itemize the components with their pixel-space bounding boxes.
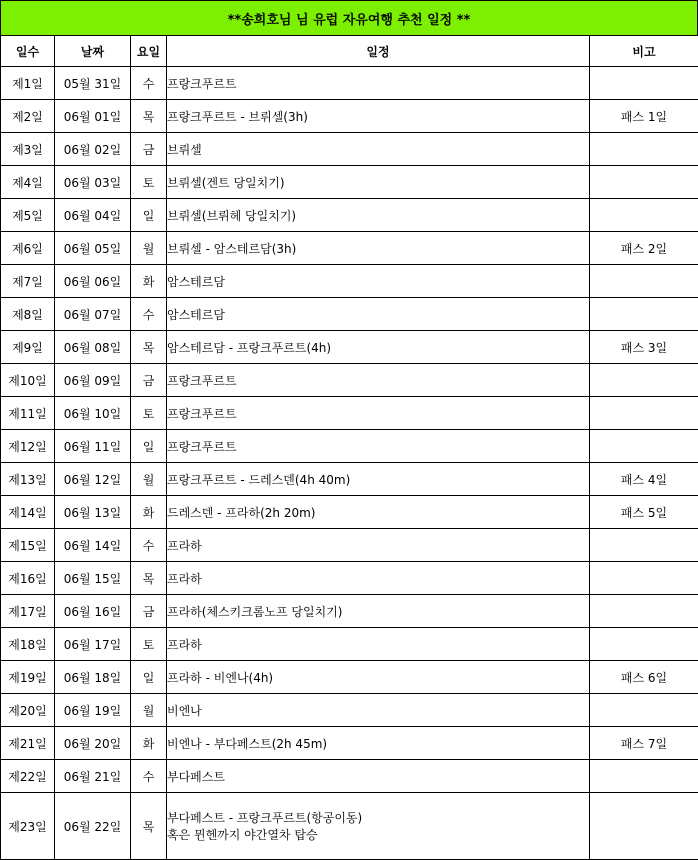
note-cell (590, 364, 698, 397)
weekday-cell: 화 (131, 727, 167, 760)
date-cell: 06월 20일 (55, 727, 131, 760)
weekday-cell: 화 (131, 496, 167, 529)
date-cell: 06월 15일 (55, 562, 131, 595)
table-row (1, 298, 698, 331)
date-cell: 06월 21일 (55, 760, 131, 793)
weekday-cell: 월 (131, 232, 167, 265)
route-cell: 부다페스트 (167, 760, 590, 793)
note-cell: 패스 6일 (590, 661, 698, 694)
route-cell: 프랑크푸르트 (167, 364, 590, 397)
schedule-title: **송희호님 님 유럽 자유여행 추천 일정 ** (0, 0, 698, 36)
day-cell: 제18일 (1, 628, 55, 661)
weekday-cell: 월 (131, 694, 167, 727)
route-cell: 프라하 (167, 628, 590, 661)
date-cell: 06월 19일 (55, 694, 131, 727)
note-cell (590, 529, 698, 562)
note-cell (590, 199, 698, 232)
date-cell: 06월 03일 (55, 166, 131, 199)
route-cell: 브뤼셀 (167, 133, 590, 166)
header-date: 날짜 (55, 36, 131, 67)
route-cell: 브뤼셀 - 암스테르담(3h) (167, 232, 590, 265)
note-cell (590, 430, 698, 463)
weekday-cell: 금 (131, 364, 167, 397)
date-cell: 06월 09일 (55, 364, 131, 397)
note-cell (590, 166, 698, 199)
route-cell (167, 793, 590, 860)
date-cell: 06월 05일 (55, 232, 131, 265)
day-cell: 제23일 (1, 793, 55, 860)
date-cell: 06월 08일 (55, 331, 131, 364)
table-row (1, 793, 698, 860)
weekday-cell: 화 (131, 265, 167, 298)
table-row (1, 265, 698, 298)
route-cell: 암스테르담 (167, 298, 590, 331)
day-cell: 제15일 (1, 529, 55, 562)
note-cell: 패스 2일 (590, 232, 698, 265)
day-cell: 제19일 (1, 661, 55, 694)
day-cell: 제4일 (1, 166, 55, 199)
note-cell (590, 793, 698, 860)
weekday-cell: 토 (131, 166, 167, 199)
note-cell (590, 595, 698, 628)
note-cell: 패스 3일 (590, 331, 698, 364)
day-cell: 제12일 (1, 430, 55, 463)
note-cell (590, 694, 698, 727)
schedule-table (0, 35, 698, 860)
day-cell: 제6일 (1, 232, 55, 265)
weekday-cell: 수 (131, 529, 167, 562)
day-cell: 제17일 (1, 595, 55, 628)
table-row (1, 727, 698, 760)
day-cell: 제3일 (1, 133, 55, 166)
route-cell: 프랑크푸르트 - 드레스덴(4h 40m) (167, 463, 590, 496)
day-cell: 제9일 (1, 331, 55, 364)
weekday-cell: 월 (131, 463, 167, 496)
date-cell: 06월 07일 (55, 298, 131, 331)
table-row (1, 430, 698, 463)
weekday-cell: 수 (131, 760, 167, 793)
note-cell: 패스 1일 (590, 100, 698, 133)
note-cell: 패스 7일 (590, 727, 698, 760)
weekday-cell: 토 (131, 397, 167, 430)
table-row (1, 595, 698, 628)
weekday-cell: 목 (131, 793, 167, 860)
date-cell: 06월 11일 (55, 430, 131, 463)
note-cell: 패스 5일 (590, 496, 698, 529)
note-cell (590, 562, 698, 595)
table-row (1, 199, 698, 232)
table-row (1, 628, 698, 661)
table-row (1, 364, 698, 397)
note-cell (590, 397, 698, 430)
note-cell: 패스 4일 (590, 463, 698, 496)
date-cell: 06월 16일 (55, 595, 131, 628)
weekday-cell: 수 (131, 298, 167, 331)
weekday-cell: 목 (131, 100, 167, 133)
date-cell: 06월 17일 (55, 628, 131, 661)
route-cell: 비엔나 - 부다페스트(2h 45m) (167, 727, 590, 760)
date-cell: 06월 04일 (55, 199, 131, 232)
note-cell (590, 67, 698, 100)
table-row (1, 67, 698, 100)
weekday-cell: 수 (131, 67, 167, 100)
date-cell: 05월 31일 (55, 67, 131, 100)
header-route: 일정 (167, 36, 590, 67)
route-cell: 프랑크푸르트 (167, 430, 590, 463)
date-cell: 06월 01일 (55, 100, 131, 133)
table-row (1, 232, 698, 265)
route-cell: 브뤼셀(겐트 당일치기) (167, 166, 590, 199)
date-cell: 06월 22일 (55, 793, 131, 860)
date-cell: 06월 06일 (55, 265, 131, 298)
day-cell: 제16일 (1, 562, 55, 595)
weekday-cell: 목 (131, 331, 167, 364)
note-cell (590, 298, 698, 331)
table-row (1, 463, 698, 496)
route-cell: 프랑크푸르트 - 브뤼셀(3h) (167, 100, 590, 133)
day-cell: 제20일 (1, 694, 55, 727)
day-cell: 제7일 (1, 265, 55, 298)
route-cell: 프라하 (167, 529, 590, 562)
table-row (1, 166, 698, 199)
day-cell: 제13일 (1, 463, 55, 496)
weekday-cell: 목 (131, 562, 167, 595)
table-row (1, 133, 698, 166)
date-cell: 06월 10일 (55, 397, 131, 430)
day-cell: 제1일 (1, 67, 55, 100)
route-cell: 드레스덴 - 프라하(2h 20m) (167, 496, 590, 529)
header-row (1, 36, 698, 67)
table-row (1, 760, 698, 793)
weekday-cell: 일 (131, 661, 167, 694)
weekday-cell: 금 (131, 133, 167, 166)
route-cell: 암스테르담 - 프랑크푸르트(4h) (167, 331, 590, 364)
route-line-1: 부다페스트 - 프랑크푸르트(항공이동) (167, 811, 363, 825)
date-cell: 06월 12일 (55, 463, 131, 496)
date-cell: 06월 18일 (55, 661, 131, 694)
header-weekday: 요일 (131, 36, 167, 67)
route-cell: 브뤼셀(브뤼헤 당일치기) (167, 199, 590, 232)
note-cell (590, 265, 698, 298)
table-row (1, 694, 698, 727)
weekday-cell: 일 (131, 199, 167, 232)
day-cell: 제10일 (1, 364, 55, 397)
header-day: 일수 (1, 36, 55, 67)
day-cell: 제8일 (1, 298, 55, 331)
route-cell: 프랑크푸르트 (167, 67, 590, 100)
weekday-cell: 일 (131, 430, 167, 463)
day-cell: 제11일 (1, 397, 55, 430)
route-cell: 프라하 - 비엔나(4h) (167, 661, 590, 694)
route-cell: 암스테르담 (167, 265, 590, 298)
route-line-2: 혹은 뮌헨까지 야간열차 탑승 (167, 828, 318, 842)
table-row (1, 331, 698, 364)
note-cell (590, 760, 698, 793)
note-cell (590, 628, 698, 661)
note-cell (590, 133, 698, 166)
route-cell: 프랑크푸르트 (167, 397, 590, 430)
table-row (1, 496, 698, 529)
route-cell: 비엔나 (167, 694, 590, 727)
day-cell: 제14일 (1, 496, 55, 529)
date-cell: 06월 14일 (55, 529, 131, 562)
table-row (1, 562, 698, 595)
date-cell: 06월 02일 (55, 133, 131, 166)
route-cell: 프라하(체스키크롬노프 당일치기) (167, 595, 590, 628)
day-cell: 제22일 (1, 760, 55, 793)
weekday-cell: 금 (131, 595, 167, 628)
day-cell: 제2일 (1, 100, 55, 133)
weekday-cell: 토 (131, 628, 167, 661)
header-note: 비고 (590, 36, 698, 67)
route-cell: 프라하 (167, 562, 590, 595)
table-row (1, 397, 698, 430)
table-row (1, 661, 698, 694)
table-row (1, 529, 698, 562)
date-cell: 06월 13일 (55, 496, 131, 529)
day-cell: 제5일 (1, 199, 55, 232)
day-cell: 제21일 (1, 727, 55, 760)
table-row (1, 100, 698, 133)
